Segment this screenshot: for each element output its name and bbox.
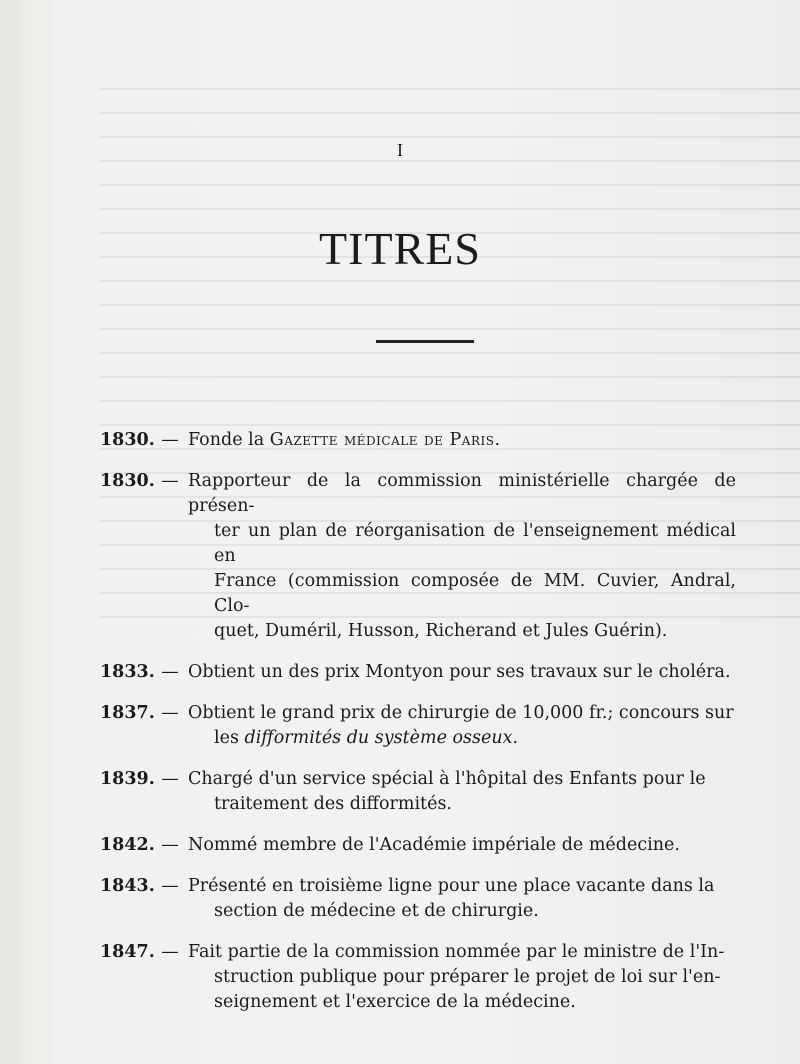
entry-text: Nommé membre de l'Académie impériale de médecine.: [188, 835, 680, 855]
list-item: [100, 940, 736, 1015]
list-item: [100, 469, 736, 644]
entry-dash: —: [161, 662, 179, 682]
entry-text: Chargé d'un service spécial à l'hôpital des Enfants pour le traitement des difformités.: [188, 769, 706, 814]
list-item: [100, 833, 736, 858]
page-title: TITRES: [319, 223, 481, 274]
list-item: [100, 428, 736, 453]
journal-title: Gazette médicale de Paris: [269, 430, 495, 450]
entry-year: 1839.: [100, 769, 155, 789]
entry-text: Fait partie de la commission nommée par le ministre de l'In- struction publique pour préparer le projet de loi sur l'en- seignement et l'exercice de la médecine.: [188, 942, 725, 1012]
entry-text: Obtient le grand prix de chirurgie de 10,000 fr.; concours sur les difformités du système osseux.: [188, 703, 734, 748]
entry-text: Rapporteur de la commission ministérielle chargée de présen- ter un plan de réorganisation de l'enseignement médical en France (commission composée de MM. Cuvier, Andral, Clo- quet, Duméril, Husson, Richerand et Jules Guérin).: [188, 471, 736, 641]
title-rule: [376, 340, 474, 343]
entry-dash: —: [161, 430, 179, 450]
list-item: [100, 660, 736, 685]
work-title: difformités du système osseux: [244, 728, 513, 748]
entry-year: 1830.: [100, 430, 155, 450]
entry-year: 1837.: [100, 703, 155, 723]
entry-year: 1842.: [100, 835, 155, 855]
entry-year: 1833.: [100, 662, 155, 682]
entry-year: 1830.: [100, 471, 155, 491]
entry-year: 1847.: [100, 942, 155, 962]
entry-dash: —: [161, 703, 179, 723]
entry-dash: —: [161, 835, 179, 855]
entry-dash: —: [161, 942, 179, 962]
list-item: [100, 874, 736, 924]
list-item: [100, 767, 736, 817]
entry-text: Présenté en troisième ligne pour une place vacante dans la section de médecine et de chirurgie.: [188, 876, 715, 921]
entry-year: 1843.: [100, 876, 155, 896]
entry-dash: —: [161, 471, 179, 491]
entry-dash: —: [161, 769, 179, 789]
section-numeral: I: [397, 140, 403, 160]
entry-dash: —: [161, 876, 179, 896]
titles-list: [100, 428, 736, 1031]
entry-text: Fonde la Gazette médicale de Paris.: [188, 430, 501, 450]
entry-text: Obtient un des prix Montyon pour ses travaux sur le choléra.: [188, 662, 731, 682]
list-item: [100, 701, 736, 751]
